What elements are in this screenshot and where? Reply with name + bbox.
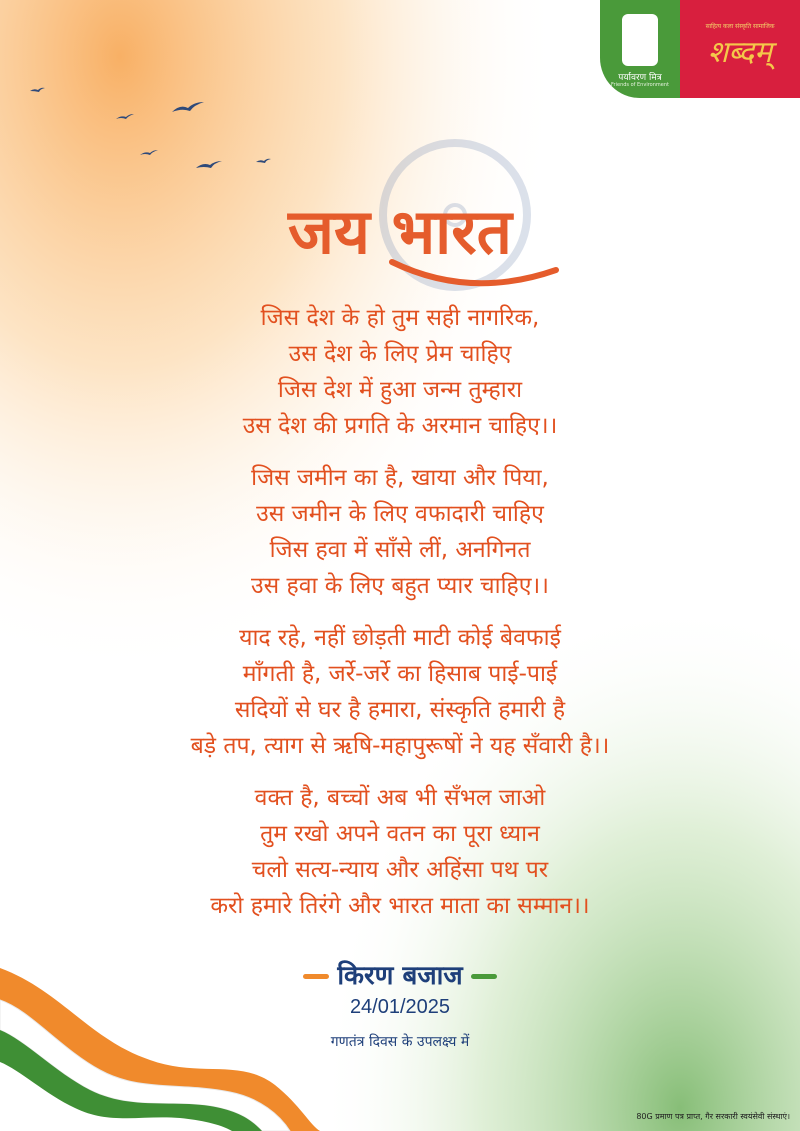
stanza-3 (0, 620, 800, 764)
poem-line: वक्त है, बच्चों अब भी सँभल जाओ (254, 785, 546, 811)
poem-line: बड़े तप, त्याग से ऋषि-महापुरूषों ने यह सँवारी है।। (190, 733, 610, 759)
stanza-4 (0, 780, 800, 924)
author-name: किरण बजाज (337, 961, 463, 991)
footnote: 80G प्रमाण पत्र प्राप्त, गैर सरकारी स्वयंसेवी संस्थाएं। (636, 1112, 790, 1121)
logo-right-tagline: साहित्य कला संस्कृति सामाजिक (705, 23, 775, 30)
poem-line: जिस हवा में साँसे लीं, अनगिनत (269, 537, 531, 563)
stanza-2 (0, 460, 800, 604)
poem-line: तुम रखो अपने वतन का पूरा ध्यान (260, 821, 540, 847)
poem-line: चलो सत्य-न्याय और अहिंसा पथ पर (251, 857, 549, 883)
poem-line: उस देश के लिए प्रेम चाहिए (288, 341, 512, 367)
tree-logo-icon (622, 14, 658, 66)
poem-line: उस हवा के लिए बहुत प्यार चाहिए।। (251, 573, 549, 599)
poem-line: माँगती है, जर्रे-जर्रे का हिसाब पाई-पाई (242, 661, 558, 687)
logo-right-name: शब्दम् (707, 35, 773, 70)
green-dash-icon (471, 974, 497, 979)
poem-line: करो हमारे तिरंगे और भारत माता का सम्मान।। (210, 893, 590, 919)
logo-left-sub: Friends of Environment (611, 82, 669, 88)
poem-line: जिस देश में हुआ जन्म तुम्हारा (277, 377, 523, 403)
author-block (0, 956, 800, 992)
saffron-dash-icon (303, 974, 329, 979)
paryavaran-mitra-logo (600, 0, 680, 98)
poem-line: याद रहे, नहीं छोड़ती माटी कोई बेवफाई (239, 625, 561, 651)
logo-left-name: पर्यावरण मित्र (618, 73, 662, 83)
poem (0, 300, 800, 940)
poem-line: सदियों से घर है हमारा, संस्कृति हमारी है (234, 697, 566, 723)
occasion: गणतंत्र दिवस के उपलक्ष्य में (330, 1034, 470, 1050)
date: 24/01/2025 (349, 996, 451, 1018)
shabdam-logo (680, 0, 800, 98)
poem-line: उस जमीन के लिए वफादारी चाहिए (256, 501, 544, 527)
page-title: जय भारत (288, 195, 512, 268)
poem-line: जिस देश के हो तुम सही नागरिक, (260, 305, 540, 331)
poem-line: जिस जमीन का है, खाया और पिया, (251, 465, 549, 491)
stanza-1 (0, 300, 800, 444)
poem-line: उस देश की प्रगति के अरमान चाहिए।। (242, 413, 558, 439)
